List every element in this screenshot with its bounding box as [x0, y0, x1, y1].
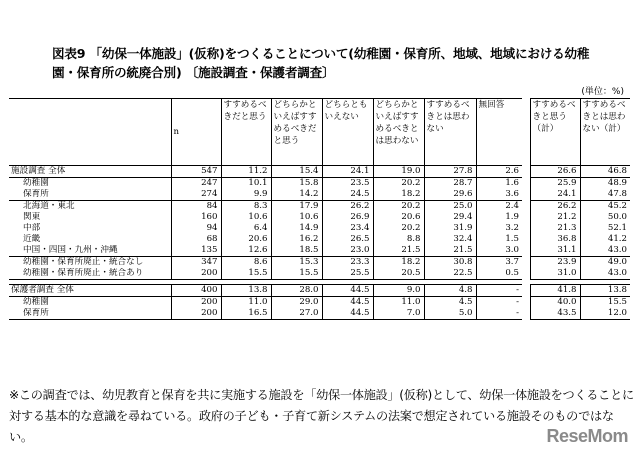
cell-value: 9.9: [221, 189, 271, 201]
cell-summary: 52.1: [580, 223, 630, 234]
cell-value: 2.6: [476, 166, 522, 178]
cell-value: 3.0: [476, 245, 522, 257]
survey-table: [9, 98, 630, 320]
row-label: 幼稚園: [9, 178, 171, 190]
resemom-logo: ReseMom: [546, 426, 628, 446]
cell-value: 20.2: [373, 178, 424, 190]
header-gap: [522, 99, 530, 166]
cell-gap: [522, 308, 530, 320]
row-label: 中国・四国・九州・沖縄: [23, 245, 118, 255]
cell-n: 160: [171, 212, 221, 223]
cell-summary: 47.8: [580, 189, 630, 201]
cell-value: 3.7: [476, 257, 522, 269]
table-row: [9, 245, 630, 257]
cell-value: 15.5: [221, 268, 271, 280]
cell-value: 26.5: [322, 234, 373, 245]
cell-value: 24.1: [322, 166, 373, 178]
cell-value: 10.6: [221, 212, 271, 223]
cell-summary: 41.8: [530, 285, 580, 297]
cell-value: 23.4: [322, 223, 373, 234]
cell-summary: 43.0: [580, 245, 630, 257]
cell-value: 1.6: [476, 178, 522, 190]
cell-summary: 13.8: [580, 285, 630, 297]
cell-gap: [522, 285, 530, 297]
cell-summary: 49.0: [580, 257, 630, 269]
cell-value: 31.9: [424, 223, 476, 234]
cell-n: 247: [171, 178, 221, 190]
cell-value: 11.2: [221, 166, 271, 178]
cell-summary: 25.9: [530, 178, 580, 190]
cell-value: 12.6: [221, 245, 271, 257]
cell-value: 25.5: [322, 268, 373, 280]
cell-value: 8.6: [221, 257, 271, 269]
cell-value: 8.8: [373, 234, 424, 245]
cell-value: 6.4: [221, 223, 271, 234]
cell-summary: 46.8: [580, 166, 630, 178]
cell-value: 8.3: [221, 201, 271, 213]
cell-value: 29.4: [424, 212, 476, 223]
cell-value: 23.5: [322, 178, 373, 190]
cell-value: 19.0: [373, 166, 424, 178]
cell-value: 24.5: [322, 189, 373, 201]
cell-summary: 36.8: [530, 234, 580, 245]
cell-value: 18.2: [373, 257, 424, 269]
cell-value: 15.3: [271, 257, 322, 269]
table-row: [9, 201, 630, 213]
cell-value: 9.0: [373, 285, 424, 297]
row-label: 保育所: [9, 308, 171, 320]
cell-gap: [522, 178, 530, 190]
cell-value: 14.2: [271, 189, 322, 201]
row-label: 保護者調査 全体: [9, 285, 171, 297]
cell-value: 28.0: [271, 285, 322, 297]
cell-summary: 41.2: [580, 234, 630, 245]
cell-value: 10.1: [221, 178, 271, 190]
cell-value: 25.0: [424, 201, 476, 213]
cell-value: 1.5: [476, 234, 522, 245]
cell-summary: 24.1: [530, 189, 580, 201]
cell-value: 5.0: [424, 308, 476, 320]
cell-value: 7.0: [373, 308, 424, 320]
cell-value: -: [476, 308, 522, 320]
table-row: [9, 308, 630, 320]
cell-summary: 31.0: [530, 268, 580, 280]
cell-value: 15.8: [271, 178, 322, 190]
cell-summary: 40.0: [530, 297, 580, 309]
cell-value: 10.6: [271, 212, 322, 223]
cell-value: 20.6: [221, 234, 271, 245]
header-c4: どちらかといえばすすめるべきとは思わない: [373, 99, 424, 166]
cell-summary: 21.2: [530, 212, 580, 223]
cell-gap: [522, 257, 530, 269]
cell-gap: [522, 297, 530, 309]
cell-n: 135: [171, 245, 221, 257]
cell-value: 4.5: [424, 297, 476, 309]
table-row: [9, 223, 630, 234]
cell-value: 44.5: [322, 297, 373, 309]
cell-value: 27.0: [271, 308, 322, 320]
table-row: [9, 178, 630, 190]
header-c3: どちらともいえない: [322, 99, 373, 166]
cell-summary: 45.2: [580, 201, 630, 213]
cell-summary: 23.9: [530, 257, 580, 269]
cell-gap: [522, 189, 530, 201]
cell-value: 22.5: [424, 268, 476, 280]
row-label: 近畿: [23, 234, 41, 244]
cell-value: 15.5: [271, 268, 322, 280]
cell-value: 1.9: [476, 212, 522, 223]
cell-summary: 12.0: [580, 308, 630, 320]
header-n: n: [171, 99, 221, 166]
cell-value: 32.4: [424, 234, 476, 245]
row-label: 北海道・東北: [9, 201, 171, 213]
cell-summary: 48.9: [580, 178, 630, 190]
cell-value: 14.9: [271, 223, 322, 234]
cell-value: 0.5: [476, 268, 522, 280]
table-body: [9, 166, 630, 320]
cell-n: 200: [171, 308, 221, 320]
table-row: [9, 212, 630, 223]
cell-gap: [522, 268, 530, 280]
cell-value: 30.8: [424, 257, 476, 269]
footnote: ※この調査では、幼児教育と保育を共に実施する施設を「幼保一体施設」(仮称)として、幼保一体施設をつくることに対する基本的な意識を尋ねている。政府の子ども・子育て新システムの法案で想定されている施設そのものではない。: [9, 388, 634, 444]
header-row: [9, 99, 630, 166]
header-c6: 無回答: [476, 99, 522, 166]
cell-value: 20.2: [373, 201, 424, 213]
cell-value: 20.2: [373, 223, 424, 234]
cell-value: 44.5: [322, 285, 373, 297]
cell-summary: 43.5: [530, 308, 580, 320]
table-row: [9, 257, 630, 269]
cell-gap: [522, 234, 530, 245]
header-c2: どちらかといえばすすめるべきだと思う: [271, 99, 322, 166]
cell-gap: [522, 201, 530, 213]
row-label: 施設調査 全体: [9, 166, 171, 178]
cell-n: 84: [171, 201, 221, 213]
cell-summary: 26.2: [530, 201, 580, 213]
table-row: [9, 166, 630, 178]
header-c7: すすめるべきと思う（計）: [530, 99, 580, 166]
row-label: 幼稚園・保育所廃止・統合なし: [9, 257, 171, 269]
header-blank: [9, 99, 171, 166]
table-row: [9, 297, 630, 309]
cell-n: 274: [171, 189, 221, 201]
cell-value: 44.5: [322, 308, 373, 320]
header-c8: すすめるべきとは思わない（計）: [580, 99, 630, 166]
cell-n: 400: [171, 285, 221, 297]
row-label: 中部: [23, 223, 41, 233]
cell-value: 11.0: [373, 297, 424, 309]
cell-value: 29.6: [424, 189, 476, 201]
cell-gap: [522, 245, 530, 257]
row-label: 幼稚園・保育所廃止・統合あり: [9, 268, 171, 280]
cell-value: 27.8: [424, 166, 476, 178]
cell-n: 347: [171, 257, 221, 269]
cell-n: 68: [171, 234, 221, 245]
cell-value: 4.8: [424, 285, 476, 297]
cell-value: 26.9: [322, 212, 373, 223]
cell-value: 13.8: [221, 285, 271, 297]
cell-value: 17.9: [271, 201, 322, 213]
cell-summary: 21.3: [530, 223, 580, 234]
row-label: 保育所: [23, 189, 49, 199]
cell-value: 23.3: [322, 257, 373, 269]
cell-summary: 31.1: [530, 245, 580, 257]
header-c1: すすめるべきだと思う: [221, 99, 271, 166]
cell-n: 200: [171, 268, 221, 280]
table-row: [9, 285, 630, 297]
cell-value: 21.5: [424, 245, 476, 257]
figure-title: 図表9 「幼保一体施設」(仮称)をつくることについて(幼稚園・保育所、地域、地域における幼稚園・保育所の統廃合別) 〔施設調査・保護者調査〕: [52, 46, 590, 80]
cell-gap: [522, 212, 530, 223]
cell-value: 11.0: [221, 297, 271, 309]
cell-n: 547: [171, 166, 221, 178]
cell-n: 94: [171, 223, 221, 234]
cell-value: 18.2: [373, 189, 424, 201]
cell-gap: [522, 223, 530, 234]
table-row: [9, 268, 630, 280]
table-row: [9, 234, 630, 245]
cell-value: -: [476, 285, 522, 297]
cell-summary: 50.0: [580, 212, 630, 223]
cell-value: 2.4: [476, 201, 522, 213]
cell-value: 20.5: [373, 268, 424, 280]
header-c5: すすめるべきとは思わない: [424, 99, 476, 166]
cell-summary: 26.6: [530, 166, 580, 178]
cell-value: 29.0: [271, 297, 322, 309]
cell-value: 28.7: [424, 178, 476, 190]
cell-value: 23.0: [322, 245, 373, 257]
cell-gap: [522, 166, 530, 178]
cell-value: 26.2: [322, 201, 373, 213]
cell-value: 20.6: [373, 212, 424, 223]
cell-n: 200: [171, 297, 221, 309]
cell-value: 16.2: [271, 234, 322, 245]
cell-summary: 43.0: [580, 268, 630, 280]
unit-label: (単位：%): [581, 87, 624, 97]
row-label: 関東: [23, 212, 41, 222]
table-row: [9, 189, 630, 201]
cell-value: 3.2: [476, 223, 522, 234]
cell-value: -: [476, 297, 522, 309]
cell-value: 21.5: [373, 245, 424, 257]
row-label: 幼稚園: [9, 297, 171, 309]
cell-value: 15.4: [271, 166, 322, 178]
cell-summary: 15.5: [580, 297, 630, 309]
cell-value: 18.5: [271, 245, 322, 257]
cell-value: 16.5: [221, 308, 271, 320]
cell-value: 3.6: [476, 189, 522, 201]
